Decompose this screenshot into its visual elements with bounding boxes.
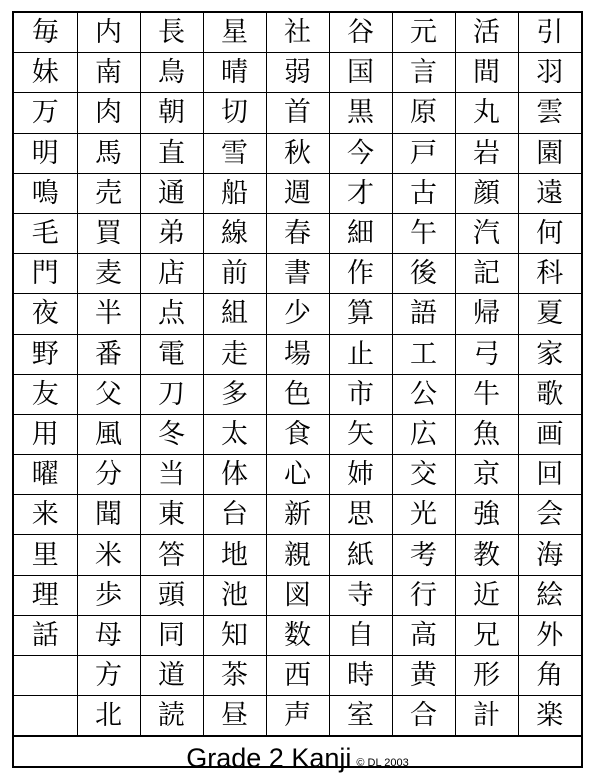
kanji-cell: 用: [14, 414, 77, 454]
kanji-cell: 公: [392, 374, 455, 414]
kanji-cell: 夜: [14, 294, 77, 334]
kanji-cell: 牛: [455, 374, 518, 414]
kanji-cell: 交: [392, 455, 455, 495]
kanji-cell: 東: [140, 495, 203, 535]
kanji-cell: 自: [329, 615, 392, 655]
kanji-cell: 色: [266, 374, 329, 414]
kanji-cell: 谷: [329, 13, 392, 53]
kanji-cell: 顔: [455, 173, 518, 213]
chart-caption: [14, 736, 581, 779]
kanji-row: [14, 575, 581, 615]
kanji-cell: 外: [518, 615, 581, 655]
kanji-cell: 当: [140, 455, 203, 495]
kanji-cell: 引: [518, 13, 581, 53]
kanji-cell: 細: [329, 213, 392, 253]
kanji-cell: 答: [140, 535, 203, 575]
kanji-cell: 直: [140, 133, 203, 173]
kanji-cell: 電: [140, 334, 203, 374]
kanji-row: [14, 414, 581, 454]
kanji-cell: 午: [392, 213, 455, 253]
kanji-cell: 北: [77, 696, 140, 736]
kanji-cell: 算: [329, 294, 392, 334]
kanji-cell: 線: [203, 213, 266, 253]
kanji-cell: 通: [140, 173, 203, 213]
kanji-cell: 池: [203, 575, 266, 615]
kanji-cell: 市: [329, 374, 392, 414]
kanji-cell: 丸: [455, 93, 518, 133]
kanji-cell: 家: [518, 334, 581, 374]
kanji-cell: 帰: [455, 294, 518, 334]
kanji-cell: 教: [455, 535, 518, 575]
kanji-cell: 母: [77, 615, 140, 655]
kanji-cell: 毛: [14, 213, 77, 253]
kanji-cell: 今: [329, 133, 392, 173]
kanji-cell: 曜: [14, 455, 77, 495]
kanji-cell: 弓: [455, 334, 518, 374]
kanji-cell: 刀: [140, 374, 203, 414]
kanji-cell: 鳴: [14, 173, 77, 213]
kanji-cell: 戸: [392, 133, 455, 173]
kanji-cell: 走: [203, 334, 266, 374]
kanji-cell: 晴: [203, 53, 266, 93]
kanji-cell: 思: [329, 495, 392, 535]
kanji-row: [14, 374, 581, 414]
kanji-row: [14, 455, 581, 495]
kanji-row: [14, 294, 581, 334]
kanji-cell: 海: [518, 535, 581, 575]
kanji-row: [14, 495, 581, 535]
kanji-row: [14, 173, 581, 213]
kanji-cell: 語: [392, 294, 455, 334]
kanji-cell: 明: [14, 133, 77, 173]
kanji-cell: 矢: [329, 414, 392, 454]
kanji-cell: 週: [266, 173, 329, 213]
kanji-cell: 工: [392, 334, 455, 374]
kanji-cell: 社: [266, 13, 329, 53]
kanji-cell: 時: [329, 656, 392, 696]
kanji-cell: 図: [266, 575, 329, 615]
kanji-cell: 科: [518, 254, 581, 294]
kanji-cell: 父: [77, 374, 140, 414]
kanji-cell: 門: [14, 254, 77, 294]
kanji-cell: 道: [140, 656, 203, 696]
kanji-cell: 親: [266, 535, 329, 575]
kanji-cell: 昼: [203, 696, 266, 736]
kanji-cell: 頭: [140, 575, 203, 615]
kanji-cell: 同: [140, 615, 203, 655]
kanji-cell: 朝: [140, 93, 203, 133]
kanji-cell: 何: [518, 213, 581, 253]
kanji-grid-body: [14, 13, 581, 736]
kanji-cell: 鳥: [140, 53, 203, 93]
kanji-cell: 話: [14, 615, 77, 655]
kanji-cell: 紙: [329, 535, 392, 575]
kanji-cell: 高: [392, 615, 455, 655]
kanji-cell: 半: [77, 294, 140, 334]
kanji-cell: 光: [392, 495, 455, 535]
kanji-row: [14, 696, 581, 736]
kanji-cell: 弟: [140, 213, 203, 253]
kanji-cell: 絵: [518, 575, 581, 615]
kanji-row: [14, 13, 581, 53]
kanji-cell: 米: [77, 535, 140, 575]
kanji-cell: 馬: [77, 133, 140, 173]
kanji-cell: 麦: [77, 254, 140, 294]
kanji-cell: 点: [140, 294, 203, 334]
kanji-cell: 友: [14, 374, 77, 414]
kanji-cell: 広: [392, 414, 455, 454]
kanji-row: [14, 53, 581, 93]
kanji-cell: [14, 656, 77, 696]
kanji-cell: 夏: [518, 294, 581, 334]
kanji-cell: 合: [392, 696, 455, 736]
kanji-cell: 地: [203, 535, 266, 575]
kanji-cell: 妹: [14, 53, 77, 93]
kanji-cell: 場: [266, 334, 329, 374]
kanji-cell: 画: [518, 414, 581, 454]
kanji-cell: 止: [329, 334, 392, 374]
kanji-row: [14, 213, 581, 253]
kanji-cell: 室: [329, 696, 392, 736]
kanji-cell: 数: [266, 615, 329, 655]
kanji-cell: 間: [455, 53, 518, 93]
kanji-cell: 歩: [77, 575, 140, 615]
kanji-chart: [12, 11, 583, 773]
kanji-cell: 回: [518, 455, 581, 495]
kanji-cell: 弱: [266, 53, 329, 93]
kanji-cell: 少: [266, 294, 329, 334]
kanji-cell: 会: [518, 495, 581, 535]
kanji-cell: 里: [14, 535, 77, 575]
kanji-cell: 多: [203, 374, 266, 414]
kanji-cell: 毎: [14, 13, 77, 53]
kanji-cell: 長: [140, 13, 203, 53]
kanji-cell: 知: [203, 615, 266, 655]
kanji-cell: 声: [266, 696, 329, 736]
kanji-cell: 風: [77, 414, 140, 454]
kanji-cell: 内: [77, 13, 140, 53]
kanji-cell: 番: [77, 334, 140, 374]
kanji-row: [14, 656, 581, 696]
kanji-cell: 寺: [329, 575, 392, 615]
kanji-cell: 活: [455, 13, 518, 53]
kanji-cell: 西: [266, 656, 329, 696]
kanji-cell: 記: [455, 254, 518, 294]
kanji-cell: 首: [266, 93, 329, 133]
kanji-cell: 食: [266, 414, 329, 454]
kanji-cell: 冬: [140, 414, 203, 454]
kanji-cell: 方: [77, 656, 140, 696]
kanji-cell: 前: [203, 254, 266, 294]
kanji-cell: 肉: [77, 93, 140, 133]
copyright-credit: © DL 2003: [356, 757, 409, 770]
kanji-cell: 元: [392, 13, 455, 53]
kanji-cell: 強: [455, 495, 518, 535]
kanji-cell: 姉: [329, 455, 392, 495]
kanji-cell: 切: [203, 93, 266, 133]
kanji-cell: 歌: [518, 374, 581, 414]
kanji-cell: 聞: [77, 495, 140, 535]
kanji-cell: 来: [14, 495, 77, 535]
kanji-cell: 岩: [455, 133, 518, 173]
kanji-cell: 台: [203, 495, 266, 535]
kanji-cell: 心: [266, 455, 329, 495]
kanji-cell: 言: [392, 53, 455, 93]
kanji-cell: 才: [329, 173, 392, 213]
kanji-cell: 計: [455, 696, 518, 736]
kanji-cell: 園: [518, 133, 581, 173]
kanji-cell: 店: [140, 254, 203, 294]
kanji-cell: 羽: [518, 53, 581, 93]
kanji-cell: 新: [266, 495, 329, 535]
kanji-cell: 原: [392, 93, 455, 133]
kanji-cell: [14, 696, 77, 736]
chart-title: Grade 2 Kanji: [186, 742, 352, 773]
kanji-cell: 作: [329, 254, 392, 294]
kanji-cell: 星: [203, 13, 266, 53]
kanji-cell: 南: [77, 53, 140, 93]
kanji-cell: 分: [77, 455, 140, 495]
kanji-cell: 汽: [455, 213, 518, 253]
kanji-cell: 近: [455, 575, 518, 615]
kanji-row: [14, 133, 581, 173]
kanji-cell: 兄: [455, 615, 518, 655]
kanji-cell: 雲: [518, 93, 581, 133]
kanji-cell: 角: [518, 656, 581, 696]
kanji-cell: 書: [266, 254, 329, 294]
kanji-cell: 雪: [203, 133, 266, 173]
kanji-cell: 後: [392, 254, 455, 294]
kanji-cell: 黒: [329, 93, 392, 133]
kanji-cell: 理: [14, 575, 77, 615]
kanji-cell: 古: [392, 173, 455, 213]
kanji-cell: 楽: [518, 696, 581, 736]
kanji-cell: 京: [455, 455, 518, 495]
kanji-row: [14, 334, 581, 374]
kanji-cell: 魚: [455, 414, 518, 454]
kanji-cell: 太: [203, 414, 266, 454]
kanji-cell: 読: [140, 696, 203, 736]
kanji-cell: 体: [203, 455, 266, 495]
kanji-cell: 行: [392, 575, 455, 615]
kanji-row: [14, 254, 581, 294]
kanji-cell: 春: [266, 213, 329, 253]
kanji-cell: 形: [455, 656, 518, 696]
kanji-cell: 船: [203, 173, 266, 213]
kanji-cell: 野: [14, 334, 77, 374]
kanji-cell: 組: [203, 294, 266, 334]
kanji-row: [14, 93, 581, 133]
kanji-cell: 売: [77, 173, 140, 213]
kanji-row: [14, 615, 581, 655]
kanji-cell: 考: [392, 535, 455, 575]
kanji-cell: 万: [14, 93, 77, 133]
kanji-cell: 茶: [203, 656, 266, 696]
kanji-cell: 黄: [392, 656, 455, 696]
kanji-grid: [14, 13, 581, 736]
kanji-cell: 買: [77, 213, 140, 253]
kanji-cell: 遠: [518, 173, 581, 213]
kanji-cell: 秋: [266, 133, 329, 173]
kanji-row: [14, 535, 581, 575]
kanji-cell: 国: [329, 53, 392, 93]
